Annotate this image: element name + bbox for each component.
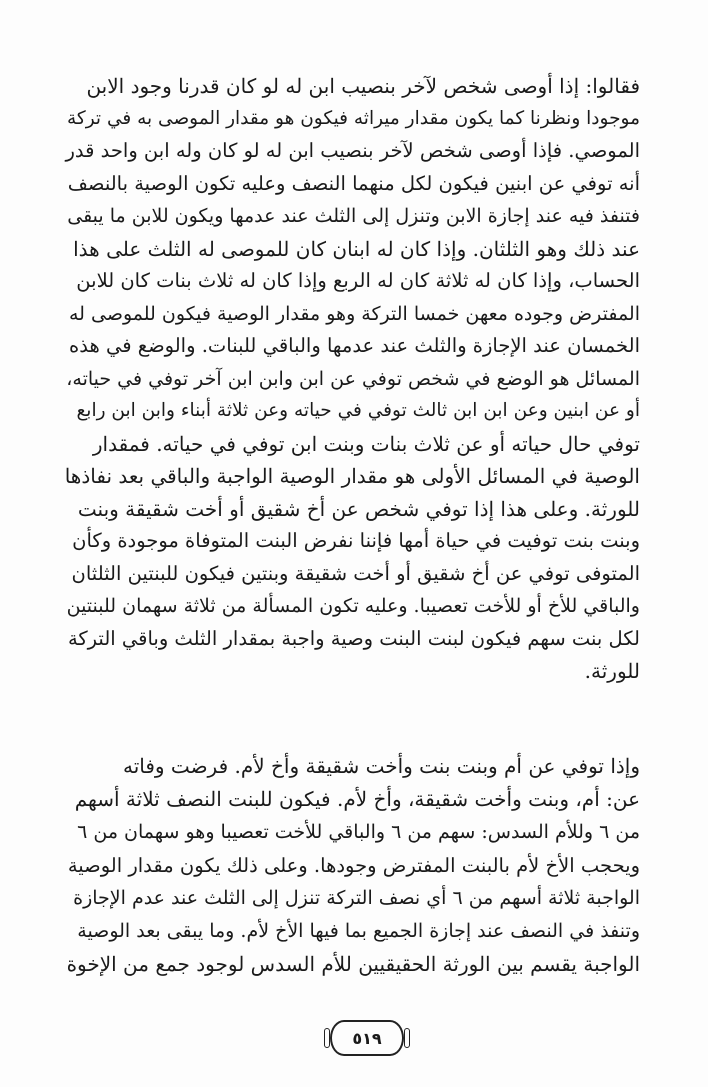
text-line: فقالوا: إذا أوصى شخص لآخر بنصيب ابن له لو كان قدرنا وجود الابن [86,74,640,98]
page-number: ٥١٩ [352,1028,382,1048]
text-line: وبنت بنت توفيت في حياة أمها فإننا نفرض البنت المتوفاة موجودة وكأن [72,529,640,552]
text-line: وتنفذ في النصف عند إجازة الجميع بما فيها الأخ لأم. وما يبقى بعد الوصية [77,920,640,942]
text-line: موجودا ونظرنا كما يكون مقدار ميراثه فيكون هو مقدار الموصى به في تركة [67,107,640,129]
text-line: والباقي للأخ أو للأخت تعصيبا. وعليه تكون المسألة من ثلاثة سهمان للبنتين [66,595,640,617]
text-line: من ٦ وللأم السدس: سهم من ٦ والباقي للأخت تعصيبا وهو سهمان من ٦ [77,821,640,843]
text-line: المتوفى توفي عن أخ شقيق أو أخت شقيقة وبنتين فيكون للبنتين الثلثان [71,561,640,585]
text-line: أنه توفي عن ابنين فيكون لكل منهما النصف وعليه تكون الوصية بالنصف [67,171,640,195]
text-line: ويحجب الأخ لأم بالبنت المفترض وجودها. وعلى ذلك يكون مقدار الوصية [67,854,640,877]
text-line: الموصي. فإذا أوصى شخص لآخر بنصيب ابن له لو كان وله ابن واحد قدر [65,139,640,162]
text-line: توفي حال حياته أو عن ثلاث بنات وبنت ابن توفي في حياته. فمقدار [92,431,640,456]
text-line: للورثة. وعلى هذا إذا توفي شخص عن أخ شقيق أو أخت شقيقة وبنت [77,496,640,521]
text-line: عند ذلك وهو الثلثان. وإذا كان له ابنان كان للموصى له الثلث على هذا [73,236,640,261]
text-line: الحساب، وإذا كان له ثلاثة كان له الربع وإذا كان له ثلاث بنات كان للابن [76,269,640,292]
text-line: لكل بنت سهم فيكون لبنت البنت وصية واجبة بمقدار الثلث وباقي التركة [67,626,640,650]
text-line: عن: أم، وبنت وأخت شقيقة، وأخ لأم. فيكون للبنت النصف ثلاثة أسهم [74,787,640,811]
text-line: وإذا توفي عن أم وبنت بنت وأخت شقيقة وأخ لأم. فرضت وفاته [122,754,640,778]
text-line: الخمسان عند الإجازة والثلث عند عدمها والباقي للبنات. والوضع في هذه [69,334,640,357]
text-line: الوصية في المسائل الأولى هو مقدار الوصية الواجبة والباقي بعد نفاذها [64,464,640,488]
paragraph-2 [64,750,640,981]
text-line: أو عن ابنين وعن ابن ابن ثالث توفي في حياته وعن ثلاثة أبناء وابن ابن رابع [76,400,640,421]
text-line: فتنفذ فيه عند إجازة الابن وتنزل إلى الثلث عند عدمها ويكون للابن ما يبقى [67,205,640,227]
text-line: المسائل هو الوضع في شخص توفي عن ابن وابن ابن آخر توفي في حياته، [66,367,640,390]
text-line: الواجبة ثلاثة أسهم من ٦ أي نصف التركة تنزل إلى الثلث عند عدم الإجازة [73,887,640,909]
text-line: للورثة. [584,659,640,683]
paragraph-1 [64,70,640,688]
text-line: الواجبة يقسم بين الورثة الحقيقيين للأم السدس لوجود جمع من الإخوة [66,952,640,976]
page-number-ornament [330,1020,404,1056]
text-line: المفترض وجوده معهن خمسا التركة وهو مقدار الوصية فيكون للموصى له [68,302,640,325]
